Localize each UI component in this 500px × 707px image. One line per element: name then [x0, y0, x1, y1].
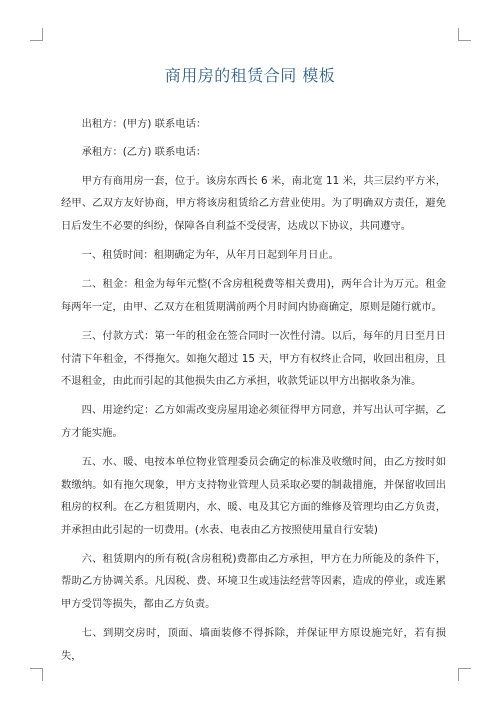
crop-mark-top-left [30, 28, 43, 41]
clause-lease-term: 一、租赁时间：租期确定为年，从年月日起到年月日止。 [81, 249, 340, 262]
lessor-line: 出租方：(甲方) 联系电话： [81, 118, 207, 130]
intro-paragraph: 甲方有商用房一套，位于。该房东西长 6 米，南北宽 11 米，共三层约平方米，经甲、乙双方友好协商，甲方将该房租赁给乙方营业使用。为了明确双方责任，避免日后发生不必要的纠纷，保障各自利益不受侵害，达成以下协议，共同遵守。 [61, 174, 446, 232]
crop-mark-bottom-left [30, 668, 43, 681]
clause-usage: 四、用途约定：乙方如需改变房屋用途必须征得甲方同意，并写出认可字据，乙方才能实施。 [61, 404, 446, 439]
clause-rent: 二、租金：租金为每年元整(不含房租税费等相关费用)，两年合计为万元。租金每两年一定，由甲、乙双方在租赁期满前两个月时间内协商确定，原则是随行就市。 [61, 278, 446, 313]
clause-handover: 七、到期交房时，顶面、墙面装修不得拆除，并保证甲方原设施完好，若有损失， [61, 627, 446, 662]
document-body [61, 113, 446, 674]
document-title: 商用房的租赁合同 模板 [164, 66, 336, 85]
clause-utilities: 五、水、暖、电按本单位物业管理委员会确定的标准及收缴时间，由乙方按时如数缴纳。如有拖欠现象，甲方支持物业管理人员采取必要的制裁措施，并保留收回出租房的权利。在乙方租赁期内，水、暖、电及其它方面的维修及管理均由乙方负责，并承担由此引起的一切费用。(水表、电表由乙方按照使用量自行安装) [61, 456, 446, 536]
crop-mark-top-right [458, 28, 471, 41]
clause-taxes: 六、租赁期内的所有税(含房租税)费都由乙方承担，甲方在力所能及的条件下，帮助乙方协调关系。凡因税、费、环境卫生或违法经营等因素，造成的停业，或连累甲方受罚等损失，都由乙方负责。 [61, 552, 446, 610]
crop-mark-bottom-right [458, 668, 471, 681]
lessee-line: 承租方：(乙方) 联系电话： [81, 146, 207, 159]
clause-payment: 三、付款方式：第一年的租金在签合同时一次性付清。以后，每年的月日至月日付清下年租金，不得拖欠。如拖欠超过 15 天，甲方有权终止合同，收回出租房，且不退租金，由此而引起的其他损失由乙方承担，收款凭证以甲方出据收条为准。 [61, 330, 446, 388]
